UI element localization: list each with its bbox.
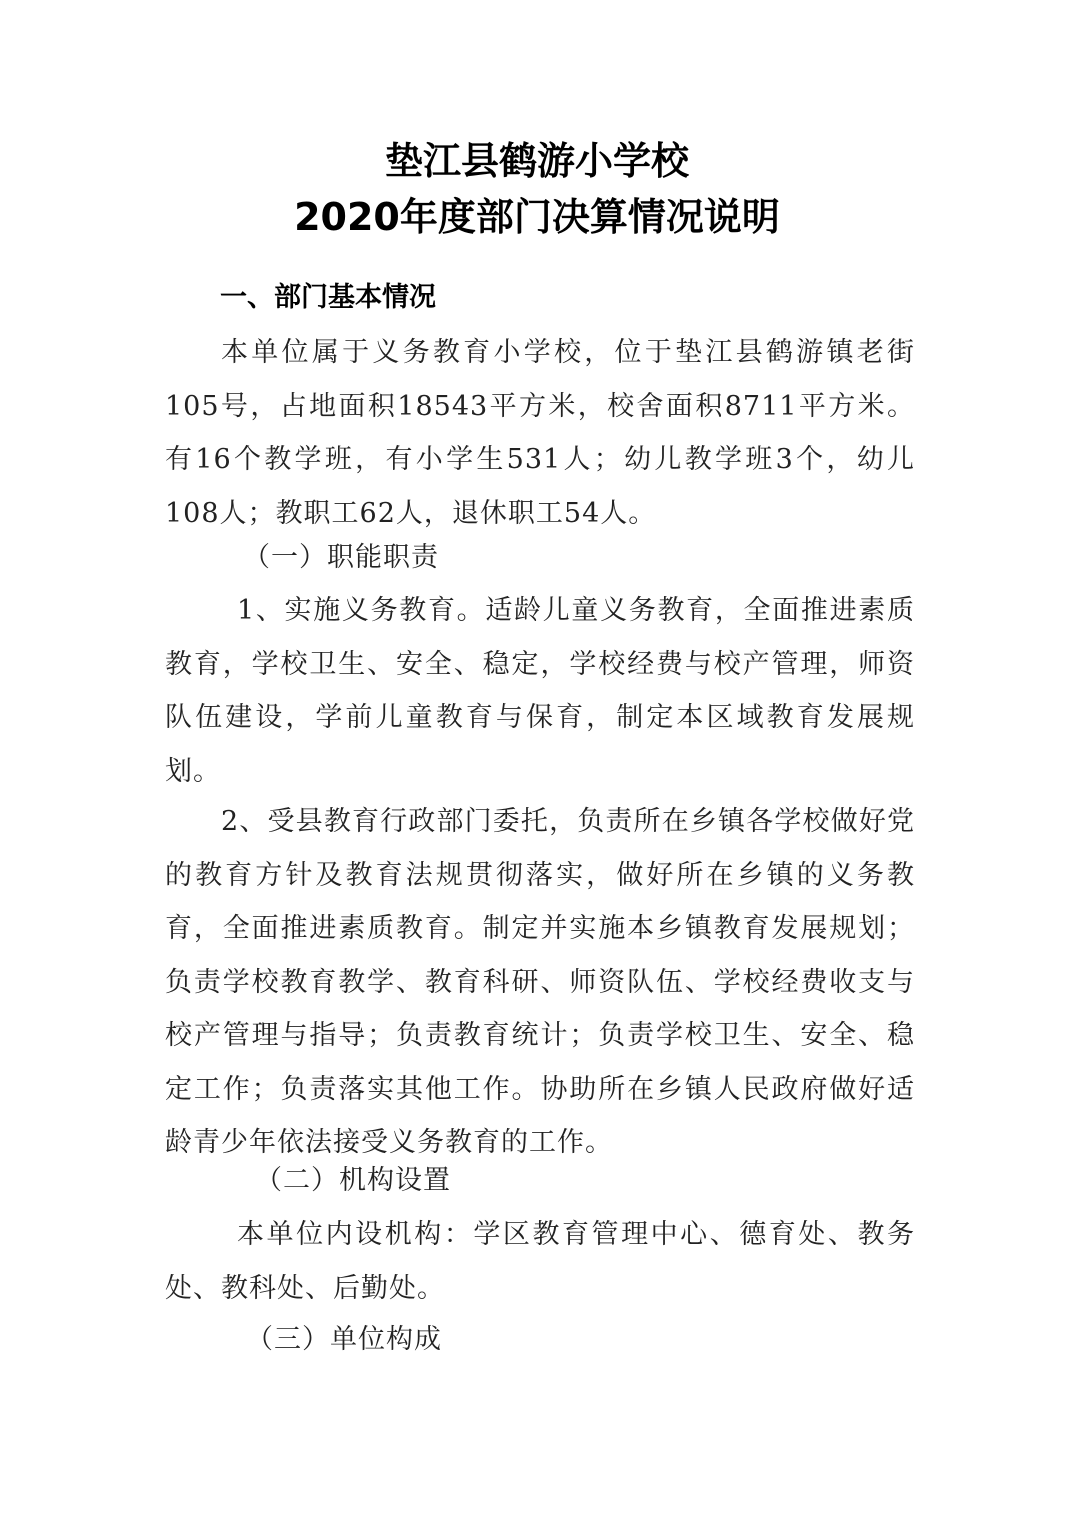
subsection2-heading: （二）机构设置 [255,1165,451,1196]
duty-item-2-paragraph: 2、受县教育行政部门委托，负责所在乡镇各学校做好党的教育方针及教育法规贯彻落实，做好所在乡镇的义务教育，全面推进素质教育。制定并实施本乡镇教育发展规划；负责学校教育教学、教育科研、师资队伍、学校经费收支与校产管理与指导；负责教育统计；负责学校卫生、安全、稳定工作；负责落实其他工作。协助所在乡镇人民政府做好适龄青少年依法接受义务教育的工作。 [165,806,915,1158]
subsection1-heading: （一）职能职责 [243,542,439,573]
subsection3-heading: （三）单位构成 [246,1324,442,1355]
document-title-line1: 垫江县鹤游小学校 [384,139,689,183]
duty-item-1-paragraph: 1、实施义务教育。适龄儿童义务教育，全面推进素质教育，学校卫生、安全、稳定，学校经费与校产管理，师资队伍建设，学前儿童教育与保育，制定本区域教育发展规划。 [165,595,915,787]
section1-heading: 一、部门基本情况 [220,282,436,313]
org-structure-paragraph: 本单位内设机构：学区教育管理中心、德育处、教务处、教科处、后勤处。 [165,1219,915,1304]
document-title-line2: 2020年度部门决算情况说明 [294,195,780,239]
section1-intro-paragraph: 本单位属于义务教育小学校，位于垫江县鹤游镇老街105号，占地面积18543平方米，校舍面积8711平方米。有16个教学班，有小学生531人；幼儿教学班3个，幼儿108人；教职工62人，退休职工54人。 [165,337,915,529]
